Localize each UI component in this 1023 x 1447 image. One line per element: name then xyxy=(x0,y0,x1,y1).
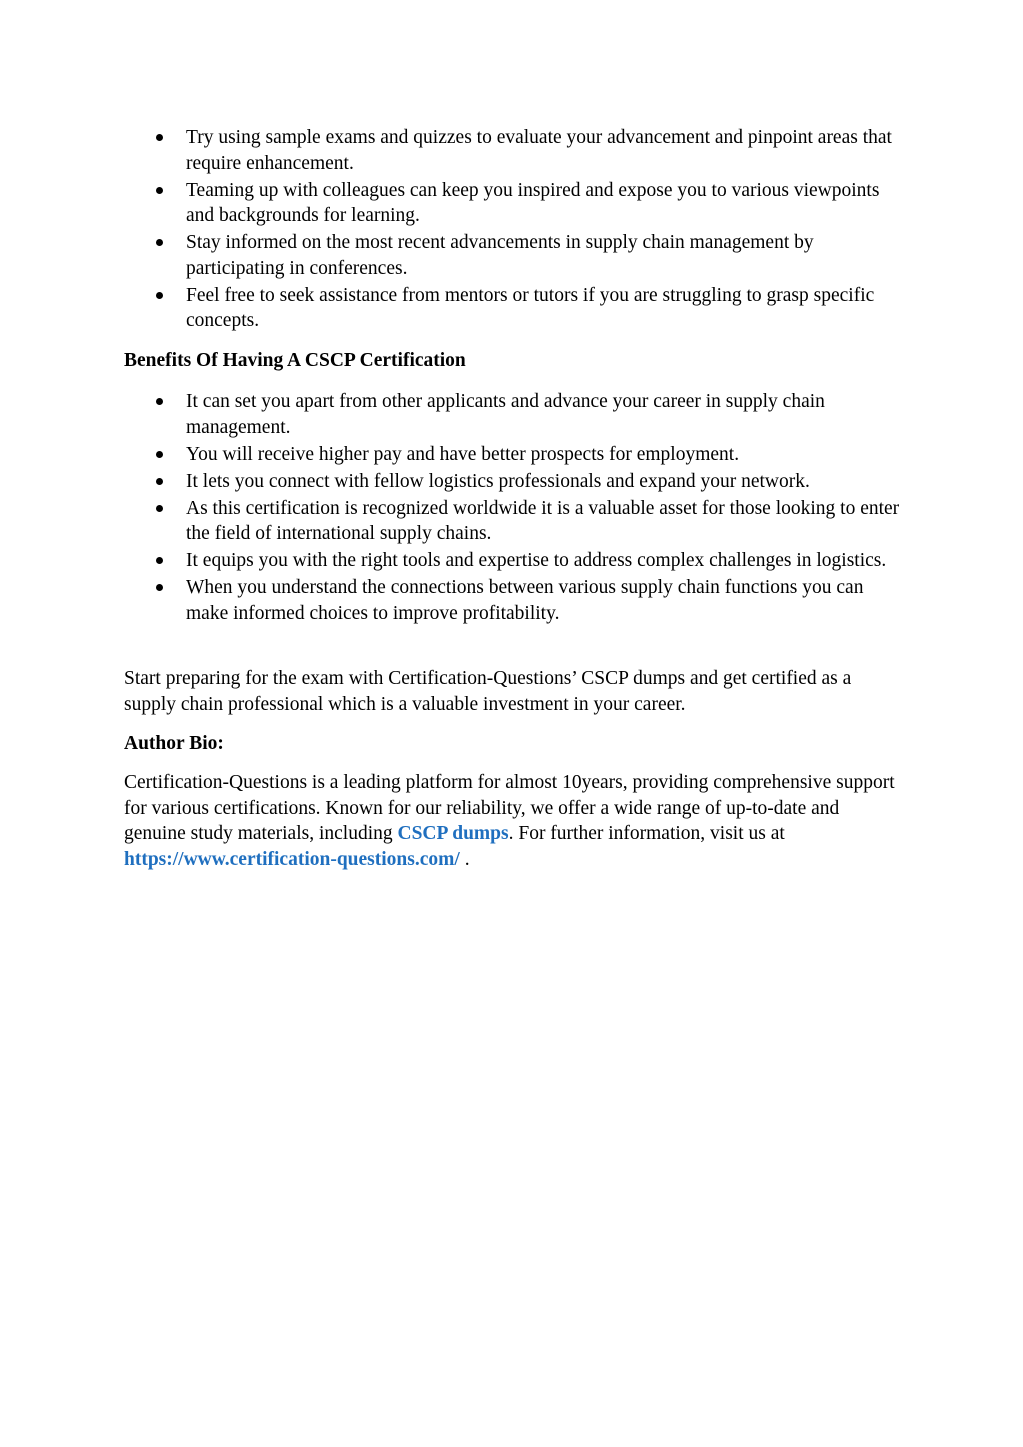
website-link[interactable]: https://www.certification-questions.com/ xyxy=(124,848,460,870)
benefits-list xyxy=(124,389,904,628)
bullet-icon xyxy=(156,557,163,564)
list-item-text: You will receive higher pay and have better prospects for employment. xyxy=(186,443,740,465)
bullet-icon xyxy=(156,478,163,485)
author-bio-paragraph xyxy=(124,770,904,872)
list-item xyxy=(124,125,904,176)
list-item-text: Try using sample exams and quizzes to evaluate your advancement and pinpoint areas that require enhancement. xyxy=(186,127,892,174)
list-item xyxy=(124,496,904,547)
list-item xyxy=(124,283,904,334)
list-item xyxy=(124,469,904,495)
list-item xyxy=(124,575,904,626)
closing-paragraph: Start preparing for the exam with Certification-Questions’ CSCP dumps and get certified as a supply chain professional which is a valuable investment in your career. xyxy=(124,668,852,715)
bullet-icon xyxy=(156,239,163,246)
list-item xyxy=(124,230,904,281)
bio-text: . For further information, visit us at xyxy=(508,823,785,844)
bullet-icon xyxy=(156,187,163,194)
list-item-text: It equips you with the right tools and expertise to address complex challenges in logistics. xyxy=(186,550,887,571)
bio-text: . xyxy=(459,848,470,870)
list-item-text: It lets you connect with fellow logistics professionals and expand your network. xyxy=(186,470,810,492)
list-item xyxy=(124,389,904,440)
list-item xyxy=(124,548,904,574)
cscp-dumps-link[interactable]: CSCP dumps xyxy=(397,823,509,844)
bullet-icon xyxy=(156,584,163,591)
list-item-text: As this certification is recognized worldwide it is a valuable asset for those looking to enter the field of international supply chains. xyxy=(186,497,900,544)
bullet-icon xyxy=(156,292,163,299)
benefits-heading: Benefits Of Having A CSCP Certification xyxy=(124,350,466,371)
bullet-icon xyxy=(156,451,163,458)
list-item xyxy=(124,442,904,468)
list-item-text: When you understand the connections between various supply chain functions you can make informed choices to improve profitability. xyxy=(186,577,864,624)
list-item xyxy=(124,178,904,229)
bullet-icon xyxy=(156,398,163,405)
list-item-text: Stay informed on the most recent advancements in supply chain management by participating in conferences. xyxy=(186,232,814,279)
list-item-text: Teaming up with colleagues can keep you inspired and expose you to various viewpoints and backgrounds for learning. xyxy=(186,179,880,226)
bullet-icon xyxy=(156,505,163,512)
author-bio-heading: Author Bio: xyxy=(124,733,224,754)
bullet-icon xyxy=(156,134,163,141)
bio-text: Certification-Questions is a leading platform for almost 10years, providing comprehensive support for various certifications. Known for our reliability, we offer a wide range of up-to-date and genuine study materials, including xyxy=(124,772,895,844)
tips-list xyxy=(124,125,904,335)
list-item-text: It can set you apart from other applicants and advance your career in supply chain management. xyxy=(186,391,825,438)
list-item-text: Feel free to seek assistance from mentors or tutors if you are struggling to grasp specific concepts. xyxy=(186,284,875,331)
